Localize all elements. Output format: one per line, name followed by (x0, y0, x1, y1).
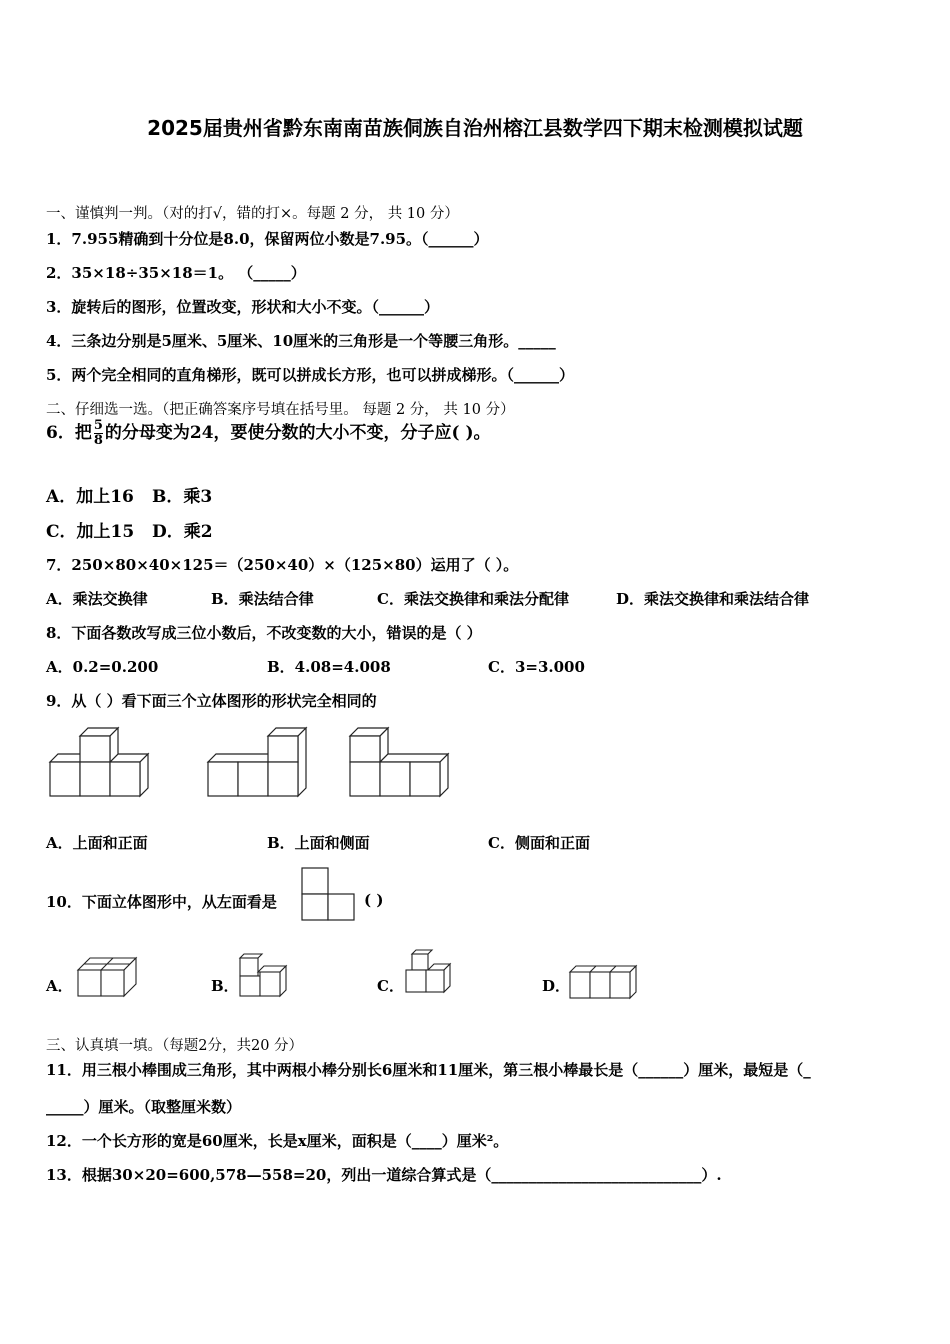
question-6 (46, 418, 491, 448)
q10-option-d-figure (566, 960, 640, 1002)
question-6-pre: 6．把 (46, 423, 92, 443)
q10-option-b-figure (236, 952, 292, 1000)
question-11-line-1: 11．用三根小棒围成三角形，其中两根小棒分别长6厘米和11厘米，第三根小棒最长是（______）厘米，最短是（_ (46, 1061, 811, 1079)
fraction (94, 419, 103, 448)
question-5: 5．两个完全相同的直角梯形，既可以拼成长方形，也可以拼成梯形。（______） (46, 366, 574, 384)
q10-left-view-shape (300, 866, 358, 922)
q7-option-b: B．乘法结合律 (211, 590, 314, 608)
q10-option-a-label: A． (46, 977, 73, 995)
q8-option-a: A．0.2=0.200 (46, 658, 159, 676)
q9-option-b: B．上面和侧面 (267, 834, 370, 852)
q9-option-c: C．侧面和正面 (488, 834, 590, 852)
q10-option-b-label: B． (211, 977, 239, 995)
section-1-heading: 一、谨慎判一判。（对的打√，错的打×。每题 2 分， 共 10 分） (46, 206, 459, 222)
q10-option-a-figure (74, 952, 140, 998)
q8-option-c: C．3=3.000 (488, 658, 585, 676)
question-12: 12．一个长方形的宽是60厘米，长是x厘米，面积是（____）厘米²。 (46, 1132, 509, 1150)
q9-figure-1 (46, 722, 154, 800)
section-2-heading: 二、仔细选一选。（把正确答案序号填在括号里。 每题 2 分， 共 10 分） (46, 402, 515, 418)
question-13: 13．根据30×20=600,578—558=20，列出一道综合算式是（____________________________）. (46, 1166, 722, 1184)
question-9: 9．从（ ）看下面三个立体图形的形状完全相同的 (46, 692, 377, 710)
q7-option-a: A．乘法交换律 (46, 590, 148, 608)
q6-option-c: C．加上15 (46, 522, 135, 542)
section-3-heading: 三、认真填一填。（每题2分，共20 分） (46, 1038, 304, 1054)
question-3: 3．旋转后的图形，位置改变，形状和大小不变。（______） (46, 298, 439, 316)
q10-option-c-label: C． (377, 977, 404, 995)
fraction-denominator: 8 (93, 433, 103, 448)
q9-figure-2 (204, 722, 312, 800)
question-11-line-2: _____）厘米。（取整厘米数） (46, 1098, 242, 1116)
q7-option-c: C．乘法交换律和乘法分配律 (377, 590, 569, 608)
q9-figure-3 (346, 722, 454, 800)
q10-answer-blank: ( ) (364, 891, 384, 909)
question-4: 4．三条边分别是5厘米、5厘米、10厘米的三角形是一个等腰三角形。_____ (46, 332, 556, 350)
q6-option-d: D．乘2 (152, 522, 213, 542)
q7-option-d: D．乘法交换律和乘法结合律 (616, 590, 810, 608)
question-10-text: 10．下面立体图形中，从左面看是 (46, 893, 277, 911)
q8-option-b: B．4.08=4.008 (267, 658, 391, 676)
q6-option-b: B．乘3 (152, 487, 213, 507)
question-7: 7．250×80×40×125＝（250×40）×（125×80）运用了（ ）。 (46, 556, 519, 574)
question-2: 2．35×18÷35×18＝1。 （_____） (46, 264, 306, 282)
question-1: 1．7.955精确到十分位是8.0，保留两位小数是7.95。（______） (46, 230, 489, 248)
page-title: 2025届贵州省黔东南南苗族侗族自治州榕江县数学四下期末检测模拟试题 (147, 116, 803, 140)
question-6-post: 的分母变为24，要使分数的大小不变，分子应( )。 (104, 423, 491, 443)
q10-option-d-label: D． (542, 977, 571, 995)
q9-option-a: A．上面和正面 (46, 834, 148, 852)
question-8: 8．下面各数改写成三位小数后，不改变数的大小，错误的是（ ） (46, 624, 482, 642)
question-10 (46, 891, 277, 912)
q6-option-a: A．加上16 (46, 487, 134, 507)
q10-option-c-figure (402, 946, 456, 996)
fraction-numerator: 5 (93, 418, 103, 433)
